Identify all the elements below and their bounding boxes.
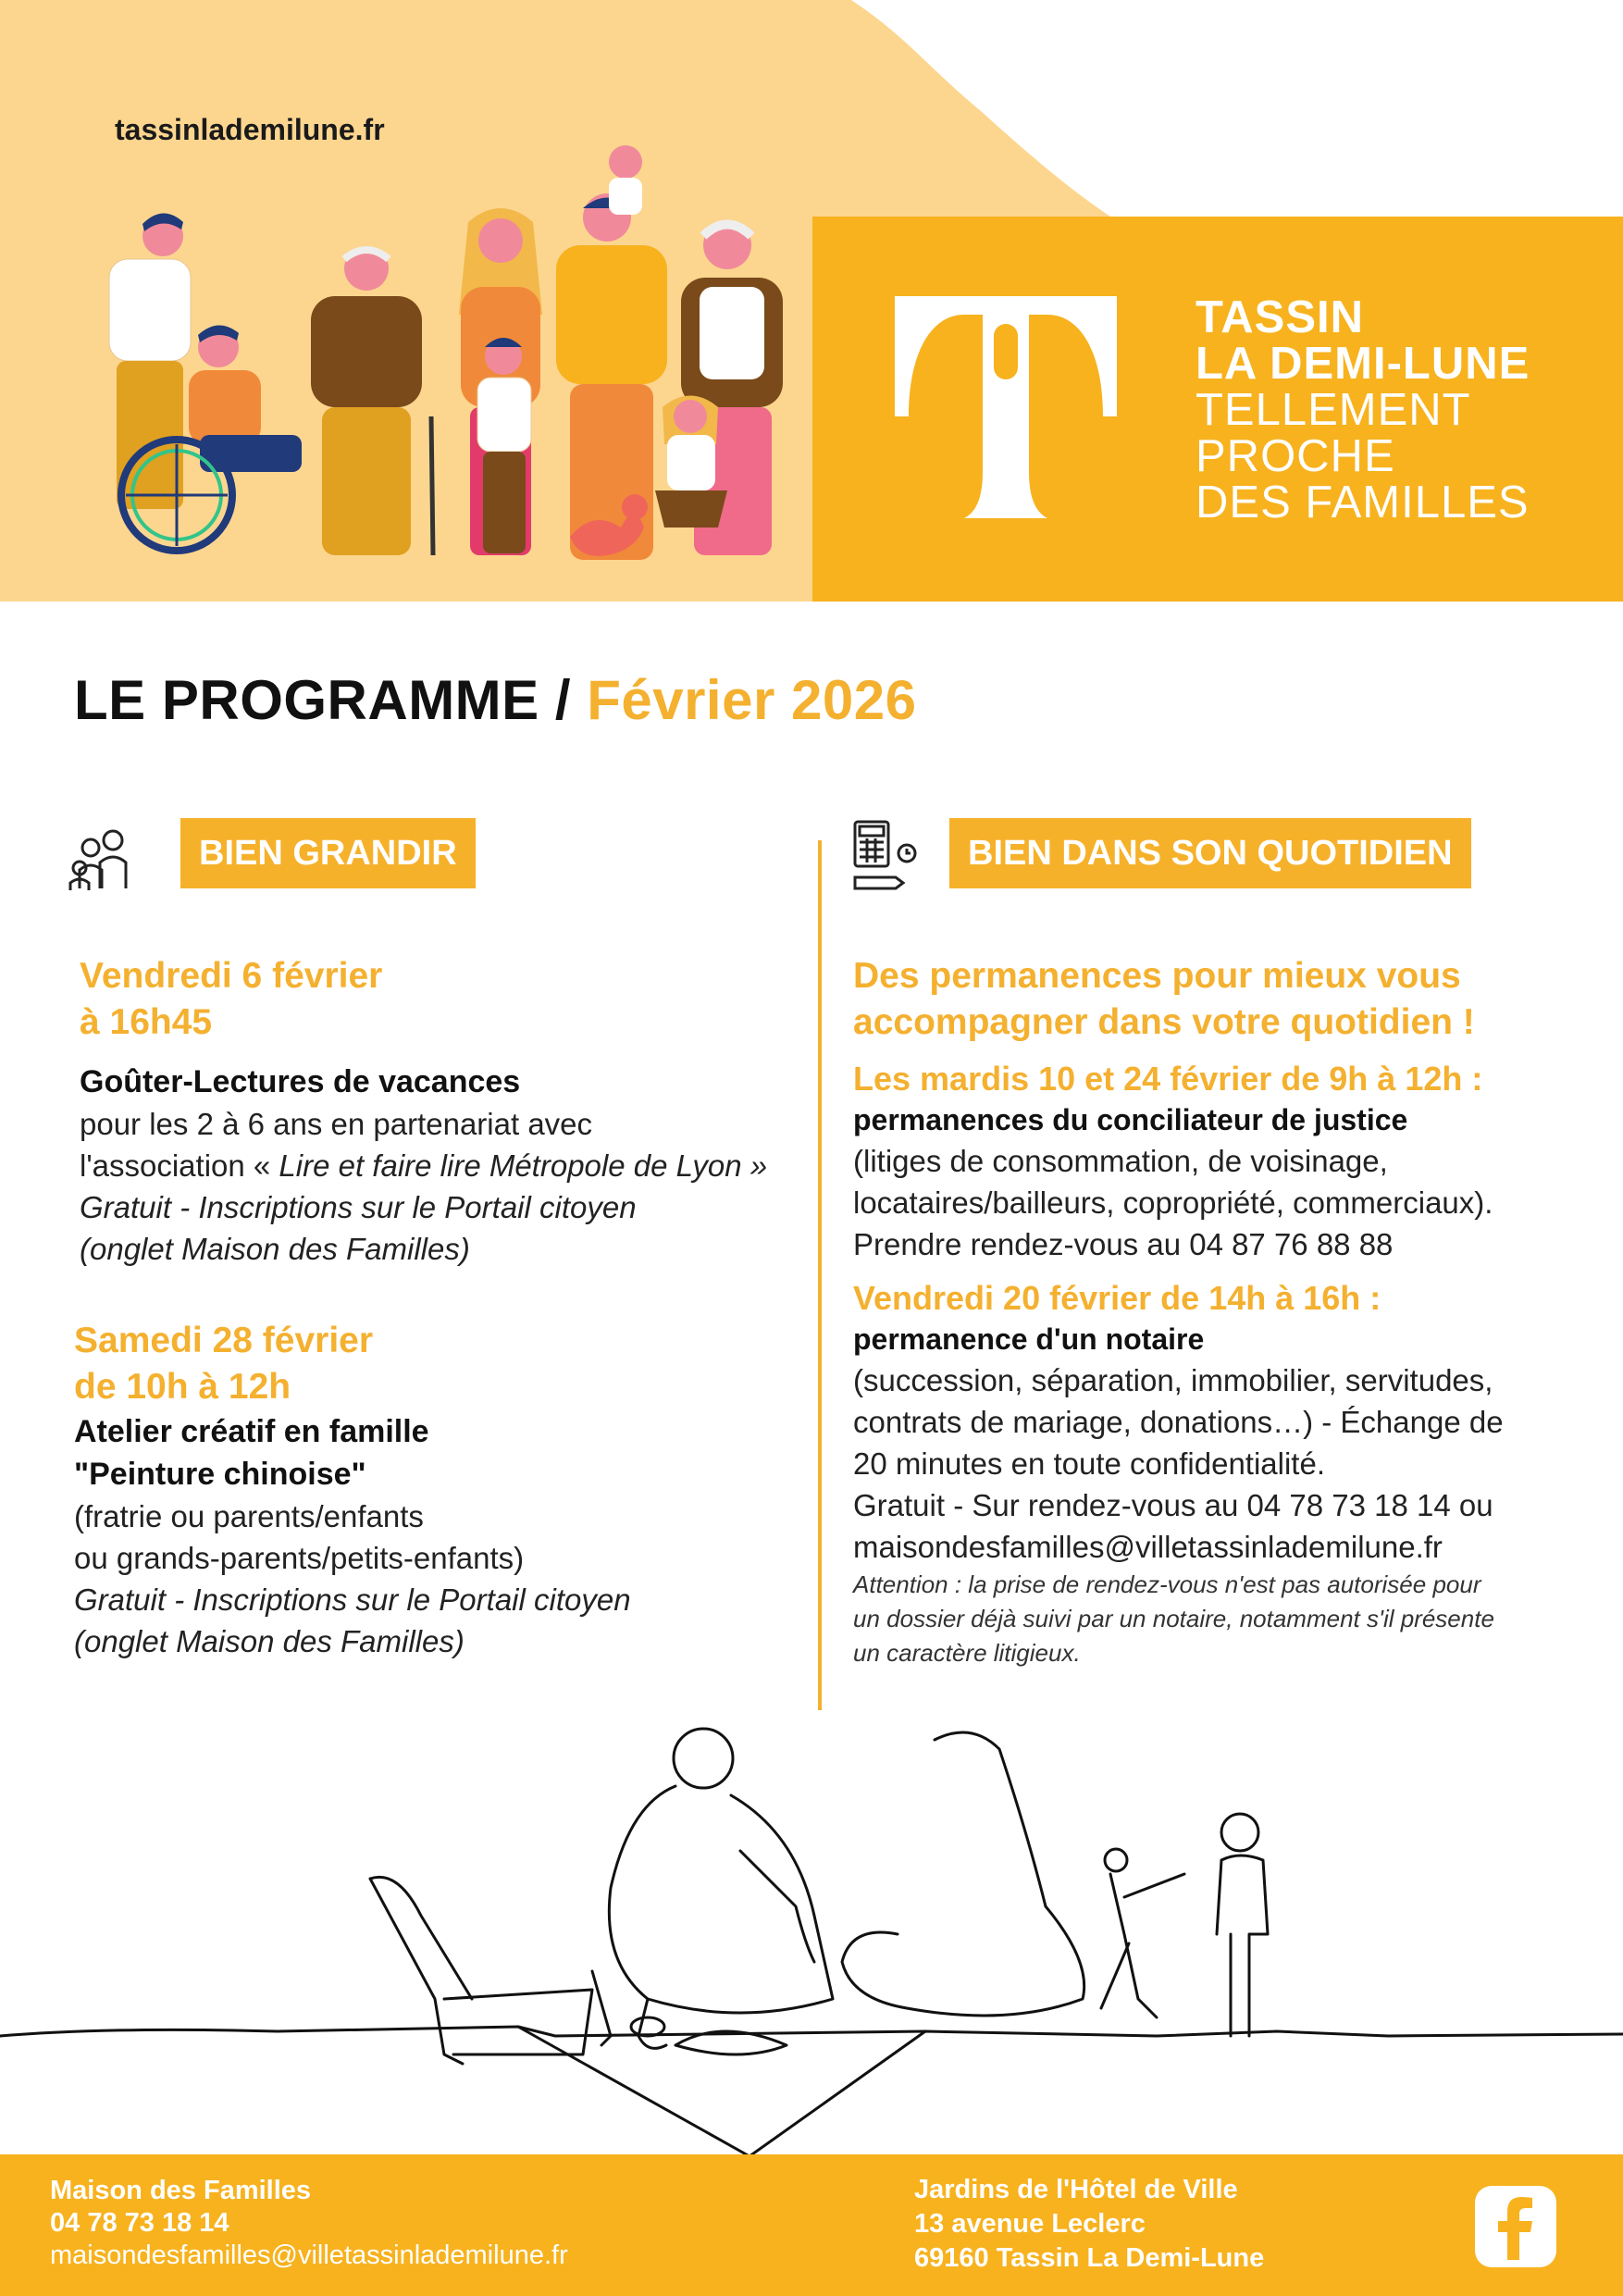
event-detail: locataires/bailleurs, copropriété, commerciaux). <box>853 1185 1493 1220</box>
event-registration-note: (onglet Maison des Familles) <box>74 1624 465 1658</box>
address-line-1: Jardins de l'Hôtel de Ville <box>914 2175 1238 2204</box>
footer-contact <box>50 2175 568 2272</box>
event-title: permanences du conciliateur de justice <box>853 1103 1408 1136</box>
event-date: Vendredi 20 février de 14h à 16h : <box>853 1279 1381 1317</box>
event-contact: Gratuit - Sur rendez-vous au 04 78 73 18 14 ou <box>853 1488 1493 1522</box>
footer-address <box>914 2173 1264 2276</box>
footer-org-name: Maison des Familles <box>50 2176 312 2205</box>
footer-email[interactable]: maisondesfamilles@villetassinlademilune.fr <box>50 2240 568 2270</box>
website-link[interactable]: tassinlademilune.fr <box>115 113 385 146</box>
event-contact: Prendre rendez-vous au 04 87 76 88 88 <box>853 1227 1394 1261</box>
event-date: Vendredi 6 février <box>80 956 383 996</box>
event-title: Goûter-Lectures de vacances <box>80 1064 521 1099</box>
footer-phone[interactable]: 04 78 73 18 14 <box>50 2208 229 2238</box>
event-detail: ou grands-parents/petits-enfants) <box>74 1541 525 1575</box>
brand-line-3: TELLEMENT <box>1196 385 1471 435</box>
family-icon <box>65 822 139 896</box>
brand-line-1: TASSIN <box>1196 292 1365 342</box>
event-title: permanence d'un notaire <box>853 1322 1205 1356</box>
event-time: à 16h45 <box>80 1002 213 1042</box>
permanences-intro: Des permanences pour mieux vous <box>853 956 1461 996</box>
event-detail: 20 minutes en toute confidentialité. <box>853 1446 1326 1481</box>
family-illustration <box>89 139 811 602</box>
picnic-line-illustration <box>0 1721 1623 2156</box>
event-partner: Lire et faire lire Métropole de Lyon » <box>279 1148 768 1183</box>
event-note: un dossier déjà suivi par un notaire, notamment s'il présente <box>853 1605 1494 1632</box>
event-note: un caractère litigieux. <box>853 1639 1081 1667</box>
brand-tagline <box>1196 294 1530 526</box>
brand-line-2: LA DEMI-LUNE <box>1196 339 1530 389</box>
permanences-intro: accompagner dans votre quotidien ! <box>853 1002 1475 1042</box>
tag-bien-grandir: BIEN GRANDIR <box>180 818 476 888</box>
event-date: Les mardis 10 et 24 février de 9h à 12h : <box>853 1060 1483 1098</box>
event-detail: (succession, séparation, immobilier, servitudes, <box>853 1363 1493 1397</box>
event-detail: contrats de mariage, donations…) - Échange de <box>853 1405 1504 1439</box>
calculator-icon <box>849 818 923 892</box>
event-registration: Gratuit - Inscriptions sur le Portail citoyen <box>74 1582 631 1617</box>
event-time: de 10h à 12h <box>74 1367 291 1407</box>
event-detail: (fratrie ou parents/enfants <box>74 1499 424 1533</box>
permanences-section <box>853 953 1593 1670</box>
event-detail: pour les 2 à 6 ans en partenariat avec <box>80 1107 593 1141</box>
event-registration: Gratuit - Inscriptions sur le Portail citoyen <box>80 1190 637 1224</box>
event-detail <box>80 1145 811 1186</box>
address-line-3: 69160 Tassin La Demi-Lune <box>914 2243 1265 2273</box>
event-registration-note: (onglet Maison des Familles) <box>80 1232 470 1266</box>
event-detail-prefix: l'association « <box>80 1148 279 1183</box>
event-note: Attention : la prise de rendez-vous n'est pas autorisée pour <box>853 1570 1481 1598</box>
event-subtitle: "Peinture chinoise" <box>74 1457 366 1492</box>
address-line-2: 13 avenue Leclerc <box>914 2209 1146 2239</box>
tag-bien-dans-son-quotidien: BIEN DANS SON QUOTIDIEN <box>949 818 1471 888</box>
facebook-icon[interactable] <box>1475 2186 1556 2267</box>
brand-line-5: DES FAMILLES <box>1196 478 1530 527</box>
event-title: Atelier créatif en famille <box>74 1414 429 1449</box>
title-month: Février 2026 <box>587 669 917 731</box>
event-atelier-creatif <box>74 1318 805 1662</box>
event-detail: (litiges de consommation, de voisinage, <box>853 1144 1388 1178</box>
brand-line-4: PROCHE <box>1196 431 1395 481</box>
page-title <box>74 668 916 732</box>
column-divider <box>818 840 822 1710</box>
event-email[interactable]: maisondesfamilles@villetassinlademilune.fr <box>853 1530 1443 1564</box>
event-date: Samedi 28 février <box>74 1321 374 1360</box>
event-goûter-lectures <box>80 953 811 1270</box>
title-main: LE PROGRAMME / <box>74 669 572 731</box>
city-logo <box>890 296 1121 527</box>
